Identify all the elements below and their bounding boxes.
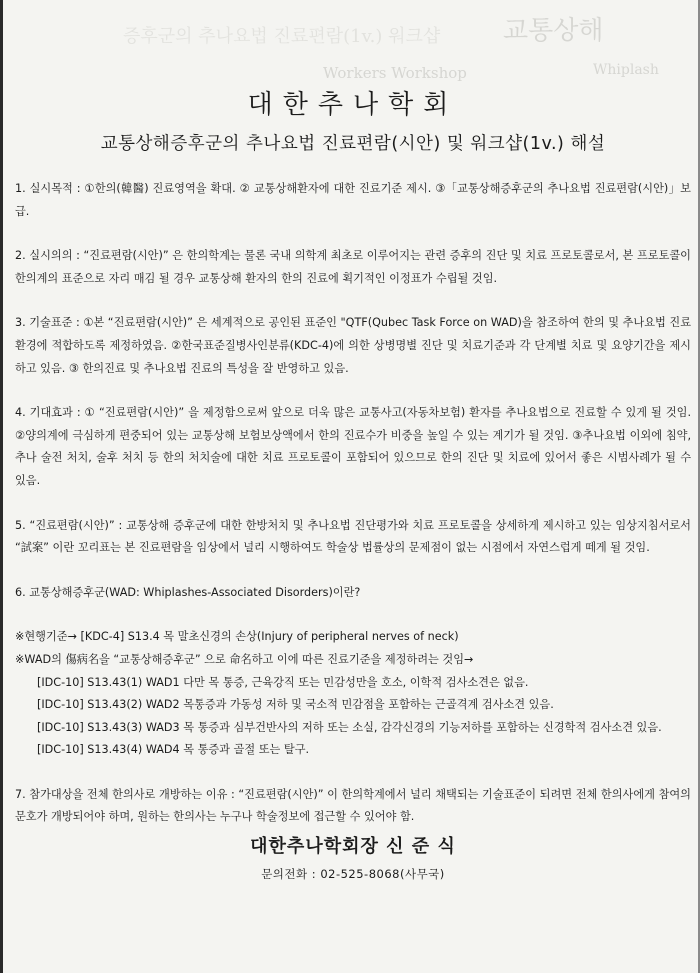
icd-item-wad3: [IDC-10] S13.43(3) WAD3 목 통증과 심부건반사의 저하 또는 소실, 감각신경의 기능저하를 포함하는 신경학적 검사소견 있음. — [37, 720, 662, 734]
signature: 대한추나학회장 신 준 식 — [250, 836, 456, 857]
bleed-through-text-1: 교통상해 — [503, 16, 604, 46]
section-2-text: 2. 실시의의 : “진료편람(시안)” 은 한의학계는 물론 국내 의학계 최초로 이루어지는 관련 증후의 진단 및 치료 프로토콜로서, 본 프로토콜이 한의계의 표준으로 자리 매김 될 경우 교통상해 환자의 한의 진료에 획기적인 이정표가 수립될 것임. — [15, 249, 691, 285]
icd-item-wad4: [IDC-10] S13.43(4) WAD4 목 통증과 골절 또는 탈구. — [37, 743, 310, 757]
section-5 — [15, 515, 691, 560]
section-5-text: 5. “진료편람(시안)” : 교통상해 증후군에 대한 한방처치 및 추나요법 진단평가와 치료 프로토콜을 상세하게 제시하고 있는 임상지침서로서 “試案” 이란 꼬리표는 본 진료편람을 임상에서 널리 시행하여도 학술상 법률상의 문제점이 없는 시점에서 자연스럽게 떼게 될 것임. — [15, 518, 691, 555]
section-3 — [15, 312, 691, 380]
section-7-text: 7. 참가대상을 전체 한의사로 개방하는 이유 : “진료편람(시안)” 이 한의학계에서 널리 채택되는 기술표준이 되려면 전체 한의사에게 참여의 문호가 개방되어야 하며, 원하는 한의사는 누구나 학술정보에 접근할 수 있어야 함. — [15, 787, 691, 824]
bleed-through-text-4: 증후군의 추나요법 진료편람(1v.) 워크샵 — [123, 26, 441, 47]
section-1-text: 1. 실시목적 : ①한의(韓醫) 진료영역을 확대. ② 교통상해환자에 대한 진료기준 제시. ③「교통상해증후군의 추나요법 진료편람(시안)」보급. — [15, 182, 691, 218]
wad-naming-note: ※WAD의 傷病名을 “교통상해증후군” 으로 命名하고 이에 따른 진료기준을 제정하려는 것임→ — [15, 652, 474, 666]
section-6-heading: 6. 교통상해증후군(WAD: Whiplashes-Associated Disorders)이란? — [15, 585, 361, 599]
section-3-text: 3. 기술표준 : ①본 “진료편람(시안)” 은 세계적으로 공인된 표준인 "QTF(Qubec Task Force on WAD)을 참조하여 한의 및 추나요법 진료환경에 적합하도록 제정하였음. ②한국표준질병사인분류(KDC-4)에 의한 상병명별 진단 및 치료기준과 각 단계별 치료 및 요양기간을 제시하고 있음. ③ 한의진료 및 추나요법 진료의 특성을 잘 반영하고 있음. — [15, 316, 691, 375]
section-4 — [15, 402, 691, 492]
contact-phone: 문의전화 : 02-525-8068(사무국) — [261, 867, 445, 881]
section-6 — [15, 582, 691, 762]
section-4-text: 4. 기대효과 : ① “진료편람(시안)” 을 제정함으로써 앞으로 더욱 많은 교통사고(자동차보험) 환자를 추나요법으로 진료할 수 있게 될 것임. ②양의계에 극심하게 편중되어 있는 교통상해 보험보상액에서 한의 진료수가 비중을 높일 수 있는 계기가 될 것임. ③추나요법 이외에 침약, 추나 술전 처치, 술후 처치 등 한의 처치술에 대한 치료 프로토콜이 포함되어 있으므로 한의 진단 및 치료에 있어서 좋은 시범사례가 될 수 있음. — [15, 406, 691, 487]
section-7 — [15, 784, 691, 829]
document-subtitle: 교통상해증후군의 추나요법 진료편람(시안) 및 워크샵(1v.) 해설 — [100, 134, 606, 154]
section-1 — [15, 178, 691, 223]
bleed-through-text-3: Workers Workshop — [323, 64, 467, 82]
section-2 — [15, 245, 691, 290]
current-standard-note: ※현행기준→ [KDC-4] S13.4 목 말초신경의 손상(Injury of peripheral nerves of neck) — [15, 630, 459, 644]
bleed-through-text-2: Whiplash — [593, 62, 659, 78]
document-body — [15, 178, 691, 851]
icd-item-wad2: [IDC-10] S13.43(2) WAD2 목통증과 가동성 저하 및 국소적 민감점을 포함하는 근골격계 검사소견 있음. — [37, 698, 554, 712]
icd-item-wad1: [IDC-10] S13.43(1) WAD1 다만 목 통증, 근육강직 또는 민감성만을 호소, 이학적 검사소견은 없음. — [37, 675, 529, 689]
document-title: 대한추나학회 — [247, 90, 459, 120]
